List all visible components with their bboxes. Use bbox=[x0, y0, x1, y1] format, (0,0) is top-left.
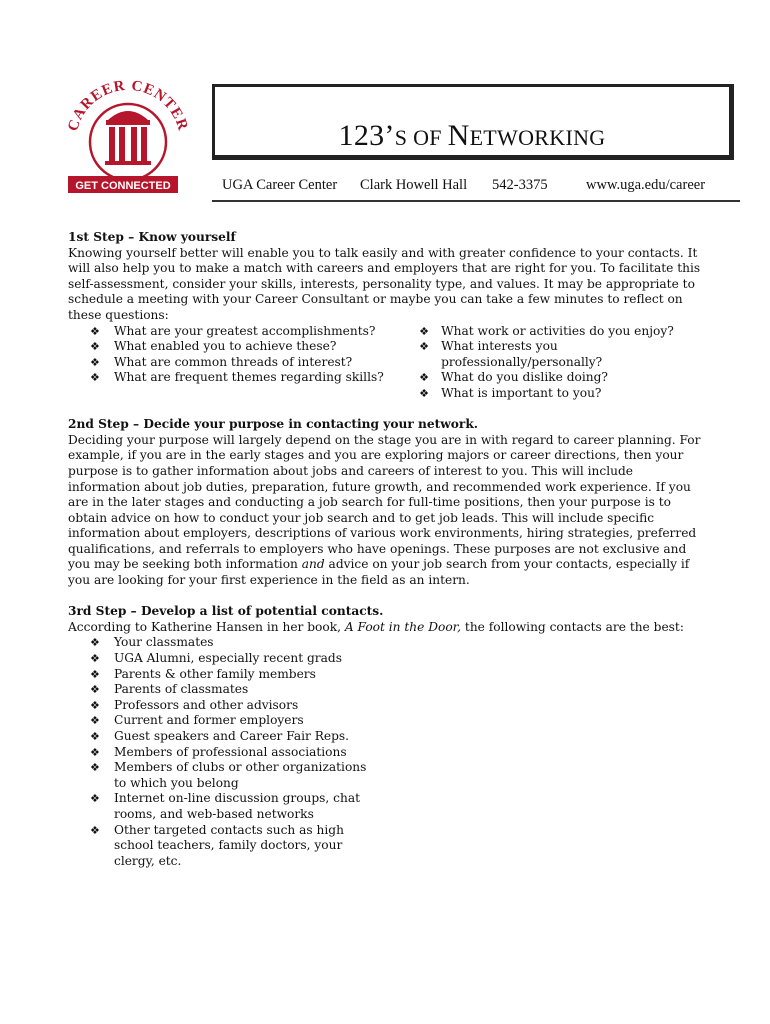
diamond-bullet-icon: ❖ bbox=[90, 667, 100, 681]
diamond-bullet-icon: ❖ bbox=[90, 792, 100, 806]
list-item: ❖ What work or activities do you enjoy? bbox=[419, 323, 674, 338]
list-item: ❖ Professors and other advisors bbox=[90, 697, 299, 712]
questions-right bbox=[417, 324, 708, 402]
list-item: ❖ Guest speakers and Career Fair Reps. bbox=[90, 729, 350, 743]
diamond-bullet-icon: ❖ bbox=[419, 324, 429, 338]
logo-banner-text: GET CONNECTED bbox=[75, 180, 171, 192]
step2-heading: 2nd Step – Decide your purpose in contacting your network. bbox=[68, 417, 479, 432]
list-item: ❖ Members of professional associations bbox=[90, 744, 347, 759]
title-box bbox=[212, 84, 734, 160]
step1-text: Knowing yourself better will enable you to talk easily and with greater confidence to your contacts. It will also help you to make a match with careers and employers that are right for you. To facilitate this self-assessment, consider your skills, interests, personality type, and values. It may be appropriate to schedule a meeting with your Career Consultant or maybe you can take a few minutes to reflect on these questions: bbox=[68, 245, 701, 322]
list-item: ❖ UGA Alumni, especially recent grads bbox=[90, 651, 342, 666]
step1-section bbox=[68, 230, 708, 402]
list-item: ❖ Other targeted contacts such as high school teachers, family doctors, your clergy, etc. bbox=[90, 822, 344, 868]
page-title: 123’S OF NETWORKING bbox=[338, 119, 606, 152]
step2-section bbox=[68, 417, 708, 589]
step3-heading: 3rd Step – Develop a list of potential contacts. bbox=[68, 604, 384, 619]
diamond-bullet-icon: ❖ bbox=[419, 386, 429, 400]
diamond-bullet-icon: ❖ bbox=[90, 683, 100, 697]
step2-text: Deciding your purpose will largely depend on the stage you are in with regard to career planning. For example, if you are in the early stages and you are exploring majors or career directions, then your purpose is to gather information about jobs and careers of interest to you. This will include information about job duties, preparation, future growth, and recommended work experience. If you are in the later stages and conducting a job search for full-time positions, then your purpose is to obtain advice on how to conduct your job search and to get job leads. This will include specific information about employers, descriptions of various work environments, hiring strategies, preferred qualifications, and referrals to employers who have openings. These purposes are not exclusive and you may be seeking both information and advice on your job search from your contacts, especially if you are looking for your first experience in the field as an intern. bbox=[68, 432, 701, 588]
step3-intro: According to Katherine Hansen in her book, A Foot in the Door, the following contacts are the best: bbox=[68, 619, 684, 634]
list-item: ❖ What interests you professionally/personally? bbox=[419, 339, 603, 369]
step3-section bbox=[68, 604, 708, 869]
diamond-bullet-icon: ❖ bbox=[90, 371, 100, 385]
diamond-bullet-icon: ❖ bbox=[90, 745, 100, 759]
diamond-bullet-icon: ❖ bbox=[419, 371, 429, 385]
phone: 542-3375 bbox=[492, 177, 548, 193]
diamond-bullet-icon: ❖ bbox=[90, 730, 100, 743]
step1-heading: 1st Step – Know yourself bbox=[68, 230, 236, 244]
list-item: ❖ What enabled you to achieve these? bbox=[90, 339, 337, 354]
list-item: ❖ What are frequent themes regarding skills? bbox=[90, 370, 384, 385]
list-item: ❖ What is important to you? bbox=[419, 385, 602, 400]
diamond-bullet-icon: ❖ bbox=[90, 698, 100, 712]
list-item: ❖ Members of clubs or other organizations to which you belong bbox=[90, 760, 367, 790]
diamond-bullet-icon: ❖ bbox=[90, 355, 100, 369]
list-item: ❖ Parents of classmates bbox=[90, 682, 249, 697]
list-item: ❖ Internet on-line discussion groups, chat rooms, and web-based networks bbox=[90, 791, 361, 821]
diamond-bullet-icon: ❖ bbox=[90, 652, 100, 666]
diamond-bullet-icon: ❖ bbox=[90, 823, 100, 837]
book-title: A Foot in the Door, bbox=[344, 619, 462, 634]
diamond-bullet-icon: ❖ bbox=[419, 340, 429, 354]
list-item: ❖ What are common threads of interest? bbox=[90, 354, 353, 369]
questions-left bbox=[68, 324, 417, 402]
list-item: ❖ Current and former employers bbox=[90, 713, 304, 728]
logo-arc-text: CAREER CENTER bbox=[65, 77, 191, 134]
org-name: UGA Career Center bbox=[222, 177, 338, 193]
career-center-logo bbox=[62, 72, 194, 202]
document-body bbox=[68, 230, 708, 885]
list-item: ❖ What are your greatest accomplishments? bbox=[90, 323, 376, 338]
diamond-bullet-icon: ❖ bbox=[90, 714, 100, 728]
header-rule bbox=[212, 200, 740, 202]
diamond-bullet-icon: ❖ bbox=[90, 761, 100, 775]
website: www.uga.edu/career bbox=[586, 177, 706, 193]
contacts-list bbox=[68, 635, 368, 869]
location: Clark Howell Hall bbox=[360, 177, 468, 193]
diamond-bullet-icon: ❖ bbox=[90, 340, 100, 354]
diamond-bullet-icon: ❖ bbox=[90, 324, 100, 338]
step1-questions bbox=[68, 324, 708, 402]
list-item: ❖ Parents & other family members bbox=[90, 666, 316, 681]
list-item: ❖ Your classmates bbox=[90, 635, 214, 650]
diamond-bullet-icon: ❖ bbox=[90, 636, 100, 650]
list-item: ❖ What do you dislike doing? bbox=[419, 370, 608, 385]
